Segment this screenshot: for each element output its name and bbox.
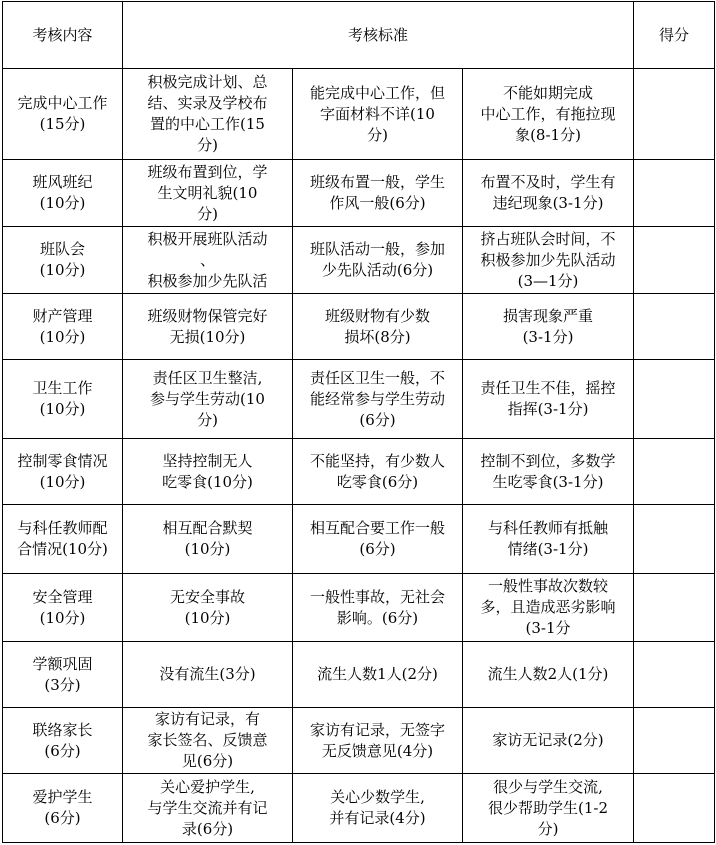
standard-line: (6分)	[359, 540, 396, 558]
item-line: 学额巩固	[32, 654, 93, 673]
standard-line: 班级布置到位，学	[147, 162, 268, 181]
standard-line: 生文明礼貌(10	[157, 183, 258, 202]
item-line: (6分)	[44, 809, 81, 827]
standard-line: 与科任教师有抵触	[488, 519, 609, 537]
score-cell[interactable]	[634, 360, 715, 439]
standard-line: 没有流生(3分)	[159, 665, 256, 683]
item-line: 控制零食情况	[17, 451, 108, 470]
standard-line: 班级财物保管完好	[147, 306, 268, 325]
score-cell[interactable]	[634, 505, 715, 574]
standard-line: 责任区卫生整洁,	[152, 368, 263, 387]
score-cell[interactable]	[634, 439, 715, 505]
score-cell[interactable]	[634, 574, 715, 642]
item-cell	[3, 294, 123, 360]
item-line: 班风班纪	[32, 173, 93, 191]
standard-line: 分)	[367, 125, 388, 144]
standard-line: 吃零食(6分)	[336, 472, 419, 491]
standard-line: 相互配合要工作一般	[309, 519, 445, 537]
header-standard: 考核标准	[123, 2, 634, 69]
item-cell	[3, 227, 123, 294]
table-row	[3, 360, 715, 439]
standard-level-1-cell	[123, 160, 293, 227]
standard-level-2-cell	[293, 774, 463, 843]
item-line: 财产管理	[32, 306, 93, 325]
standard-level-1-cell	[123, 227, 293, 294]
item-line: 卫生工作	[32, 379, 93, 397]
standard-line: 班队活动一般，参加	[309, 240, 445, 258]
standard-level-2-cell	[293, 574, 463, 642]
standard-level-3-cell	[463, 505, 634, 574]
standard-line: 情绪(3-1分)	[507, 540, 589, 558]
standard-line: 一般性事故次数较	[488, 577, 609, 595]
table-row	[3, 439, 715, 505]
item-line: (3分)	[44, 675, 81, 694]
standard-level-3-cell	[463, 160, 634, 227]
standard-line: 布置不及时，学生有	[480, 173, 616, 191]
standard-line: 责任区卫生一般，不	[309, 368, 445, 387]
standard-line: (3-1分	[525, 619, 571, 637]
standard-level-3-cell	[463, 708, 634, 774]
item-line: 与科任教师配	[17, 519, 108, 537]
standard-line: 家长签名、反馈意	[147, 731, 268, 749]
standard-level-1-cell	[123, 360, 293, 439]
standard-level-2-cell	[293, 360, 463, 439]
standard-level-2-cell	[293, 439, 463, 505]
score-cell[interactable]	[634, 294, 715, 360]
item-line: (6分)	[44, 741, 81, 760]
item-cell	[3, 360, 123, 439]
item-cell	[3, 642, 123, 708]
item-line: 合情况(10分)	[17, 540, 108, 558]
standard-line: 很少与学生交流,	[493, 777, 603, 796]
standard-level-1-cell	[123, 505, 293, 574]
score-cell[interactable]	[634, 708, 715, 774]
standard-line: 指挥(3-1分)	[507, 400, 589, 418]
header-row	[3, 2, 715, 69]
standard-level-3-cell	[463, 69, 634, 160]
header-score: 得分	[634, 2, 715, 69]
standard-level-2-cell	[293, 708, 463, 774]
standard-line: 积极开展班队活动	[147, 229, 268, 248]
standard-line: (3-1分)	[522, 327, 574, 346]
header-content: 考核内容	[3, 2, 123, 69]
standard-level-2-cell	[293, 294, 463, 360]
standard-line: 坚持控制无人	[162, 451, 253, 470]
score-cell[interactable]	[634, 774, 715, 843]
table-row	[3, 774, 715, 843]
item-cell	[3, 160, 123, 227]
item-cell	[3, 574, 123, 642]
standard-level-3-cell	[463, 360, 634, 439]
standard-line: 积极参加少先队活动	[480, 250, 616, 269]
table-row	[3, 69, 715, 160]
standard-line: 积极完成计划、总	[147, 73, 268, 91]
standard-level-3-cell	[463, 642, 634, 708]
standard-line: 积极参加少先队活	[147, 271, 268, 290]
standard-line: 家访有记录，有	[154, 710, 260, 728]
standard-level-2-cell	[293, 642, 463, 708]
item-line: 完成中心工作	[17, 94, 108, 112]
standard-line: 吃零食(10分)	[162, 472, 253, 491]
score-cell[interactable]	[634, 227, 715, 294]
item-line: 安全管理	[32, 587, 93, 606]
standard-line: 无安全事故	[169, 587, 245, 606]
standard-line: 多，且造成恶劣影响	[480, 598, 616, 616]
standard-line: 分)	[197, 410, 218, 429]
standard-level-1-cell	[123, 439, 293, 505]
standard-line: 生吃零食(3-1分)	[492, 472, 604, 491]
item-line: (10分)	[39, 400, 86, 418]
score-cell[interactable]	[634, 160, 715, 227]
standard-line: 分)	[197, 136, 218, 154]
table-row	[3, 574, 715, 642]
standard-line: 见(6分)	[181, 752, 234, 770]
standard-line: 相互配合默契	[162, 519, 253, 537]
standard-level-3-cell	[463, 439, 634, 505]
standard-line: (3—1分)	[517, 271, 579, 290]
standard-line: 损坏(8分)	[344, 327, 411, 346]
standard-line: 损害现象严重	[503, 306, 594, 325]
standard-line: 与学生交流并有记	[147, 798, 268, 817]
score-cell[interactable]	[634, 642, 715, 708]
standard-line: 参与学生劳动(10	[150, 389, 265, 408]
standard-level-1-cell	[123, 708, 293, 774]
standard-level-2-cell	[293, 505, 463, 574]
standard-line: 分)	[197, 204, 218, 223]
standard-level-1-cell	[123, 642, 293, 708]
standard-line: 不能如期完成	[503, 83, 594, 102]
item-line: 联络家长	[32, 720, 93, 739]
standard-line: 作风一般(6分)	[329, 194, 426, 212]
item-line: 班队会	[39, 240, 85, 258]
standard-level-3-cell	[463, 294, 634, 360]
standard-line: 班级布置一般，学生	[309, 173, 445, 191]
standard-line: 中心工作，有拖拉现	[480, 104, 616, 123]
item-cell	[3, 69, 123, 160]
standard-line: 无反馈意见(4分)	[321, 741, 434, 760]
standard-line: 少先队活动(6分)	[321, 261, 434, 279]
table-row	[3, 505, 715, 574]
standard-line: 不能坚持，有少数人	[309, 451, 445, 470]
standard-line: 并有记录(4分)	[329, 809, 426, 827]
table-row	[3, 708, 715, 774]
standard-line: 家访有记录，无签字	[309, 720, 445, 739]
standard-line: 班级财物有少数	[324, 306, 430, 325]
standard-line: 能完成中心工作，但	[309, 83, 445, 102]
standard-line: 置的中心工作(15	[150, 115, 265, 133]
standard-line: 控制不到位，多数学	[480, 451, 616, 470]
standard-line: 无损(10分)	[169, 327, 246, 346]
standard-level-1-cell	[123, 69, 293, 160]
standard-line: (10分)	[184, 540, 231, 558]
item-cell	[3, 774, 123, 843]
table-row	[3, 227, 715, 294]
standard-line: 流生人数1人(2分)	[317, 665, 438, 683]
table-row	[3, 294, 715, 360]
standard-line: 一般性事故，无社会	[309, 587, 445, 606]
table-row	[3, 642, 715, 708]
standard-level-1-cell	[123, 294, 293, 360]
standard-line: 、	[199, 250, 215, 269]
standard-line: 结、实录及学校布	[147, 94, 268, 112]
standard-level-3-cell	[463, 574, 634, 642]
item-line: (10分)	[39, 608, 86, 627]
standard-level-2-cell	[293, 227, 463, 294]
item-cell	[3, 439, 123, 505]
standard-line: 关心爱护学生,	[160, 777, 255, 796]
standard-line: 能经常参与学生劳动	[309, 389, 445, 408]
standard-line: 违纪现象(3-1分)	[492, 194, 604, 212]
standard-level-2-cell	[293, 160, 463, 227]
standard-line: 象(8-1分)	[515, 125, 581, 144]
standard-level-2-cell	[293, 69, 463, 160]
score-cell[interactable]	[634, 69, 715, 160]
item-line: 爱护学生	[32, 788, 93, 806]
item-line: (10分)	[39, 261, 86, 279]
standard-level-1-cell	[123, 774, 293, 843]
table-row	[3, 160, 715, 227]
standard-line: 录(6分)	[181, 819, 234, 838]
standard-line: (6分)	[359, 410, 396, 429]
item-cell	[3, 505, 123, 574]
standard-line: 字面材料不详(10	[320, 104, 435, 123]
standard-line: 责任卫生不佳，摇控	[480, 379, 616, 397]
item-cell	[3, 708, 123, 774]
standard-level-3-cell	[463, 227, 634, 294]
standard-line: 关心少数学生,	[330, 788, 425, 806]
item-line: (10分)	[39, 472, 86, 491]
standard-level-3-cell	[463, 774, 634, 843]
item-line: (10分)	[39, 327, 86, 346]
item-line: (15分)	[39, 115, 86, 133]
standard-line: 很少帮助学生(1-2	[488, 798, 609, 817]
standard-line: 挤占班队会时间，不	[480, 229, 616, 248]
standard-line: 流生人数2人(1分)	[487, 665, 609, 683]
standard-level-1-cell	[123, 574, 293, 642]
standard-line: (10分)	[184, 608, 231, 627]
assessment-table	[2, 1, 715, 843]
standard-line: 分)	[537, 819, 559, 838]
item-line: (10分)	[39, 194, 86, 212]
standard-line: 家访无记录(2分)	[492, 731, 604, 749]
standard-line: 影响。(6分)	[336, 608, 419, 627]
